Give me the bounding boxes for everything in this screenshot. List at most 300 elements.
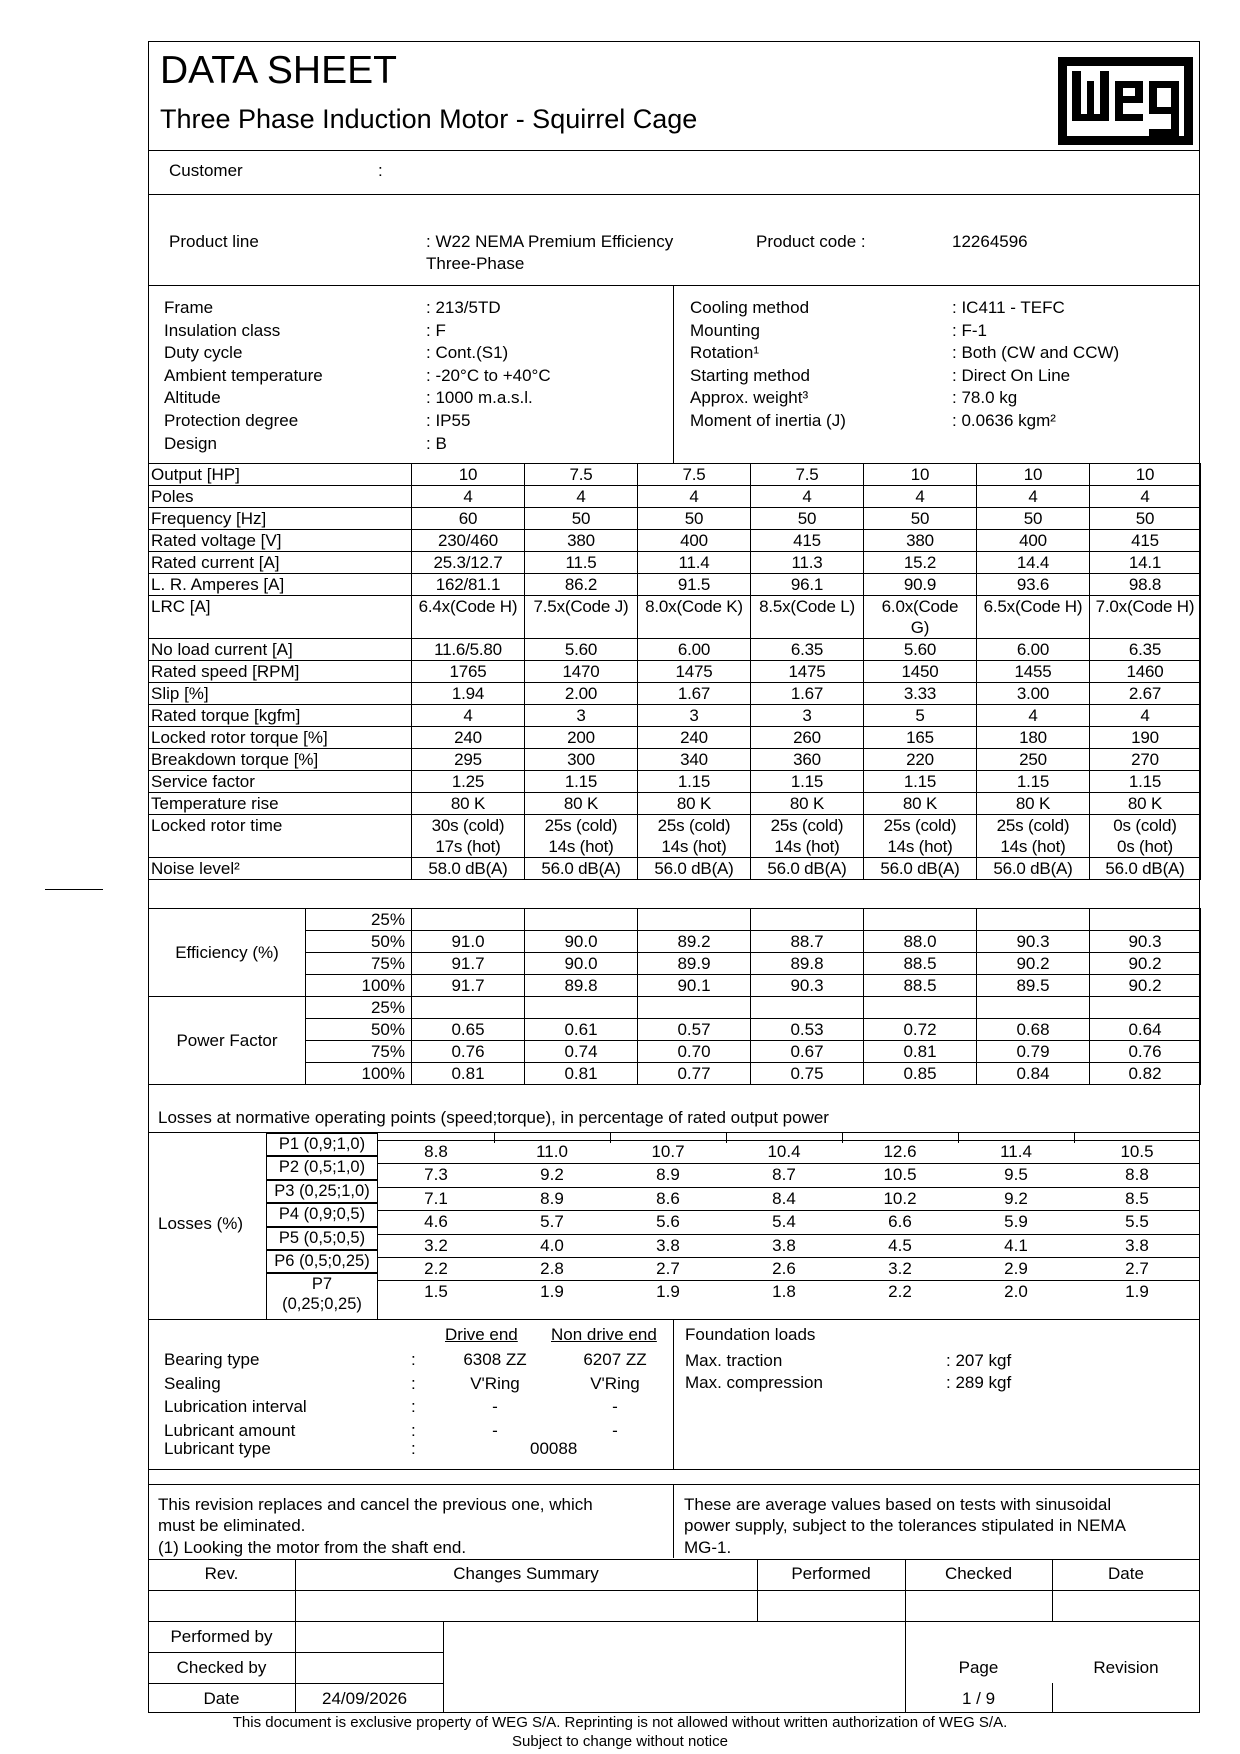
table-cell: 25s (cold) 14s (hot) bbox=[751, 815, 864, 858]
table-cell: 3 bbox=[751, 705, 864, 727]
table-row bbox=[149, 486, 1201, 508]
table-cell: 270 bbox=[1090, 749, 1201, 771]
table-cell: 10 bbox=[412, 464, 525, 486]
table-cell: 90.9 bbox=[864, 574, 977, 596]
table-cell: 1.25 bbox=[412, 771, 525, 793]
spec-value: : Direct On Line bbox=[952, 365, 1071, 385]
loss-point-label: P1 (0,9;1,0) bbox=[266, 1133, 378, 1156]
date-header: Date bbox=[1108, 1564, 1144, 1583]
loss-col-tick bbox=[958, 1133, 959, 1143]
row-label: Rated voltage [V] bbox=[149, 530, 412, 552]
spec-label: Insulation class bbox=[164, 320, 281, 340]
table-cell: 90.0 bbox=[525, 931, 638, 953]
loss-row-line bbox=[378, 1187, 1200, 1188]
table-cell: 4 bbox=[412, 705, 525, 727]
table-row bbox=[149, 793, 1201, 815]
foundation-traction-label: Max. traction bbox=[685, 1351, 783, 1370]
table-cell bbox=[412, 909, 525, 931]
table-cell bbox=[1090, 997, 1201, 1019]
table-cell: 11.6/5.80 bbox=[412, 639, 525, 661]
table-cell: 89.8 bbox=[751, 953, 864, 975]
table-cell: 7.5 bbox=[638, 464, 751, 486]
row-label: Temperature rise bbox=[149, 793, 412, 815]
table-cell: 0.79 bbox=[977, 1041, 1090, 1063]
table-cell: 0.72 bbox=[864, 1019, 977, 1041]
weg-logo bbox=[1058, 57, 1193, 145]
table-cell bbox=[525, 909, 638, 931]
loss-cell: 8.8 bbox=[1125, 1165, 1149, 1185]
table-cell: 14.1 bbox=[1090, 552, 1201, 574]
table-cell: 230/460 bbox=[412, 530, 525, 552]
table-cell: 1455 bbox=[977, 661, 1090, 683]
table-cell: 220 bbox=[864, 749, 977, 771]
bearing-sep: : bbox=[411, 1350, 416, 1369]
load-cell: 50% bbox=[306, 931, 412, 953]
loss-cell: 10.2 bbox=[883, 1188, 917, 1208]
lubricant-type-sep: : bbox=[411, 1439, 416, 1458]
loss-cell: 1.8 bbox=[772, 1282, 796, 1302]
table-cell: 3.33 bbox=[864, 683, 977, 705]
loss-col-tick bbox=[726, 1133, 727, 1143]
rev-header: Rev. bbox=[204, 1564, 239, 1583]
loss-cell: 2.7 bbox=[1125, 1259, 1149, 1278]
table-cell: 8.5x(Code L) bbox=[751, 596, 864, 639]
table-cell: 90.3 bbox=[1090, 931, 1201, 953]
product-code-label: Product code : bbox=[756, 232, 866, 251]
table-cell: 89.2 bbox=[638, 931, 751, 953]
table-cell: 295 bbox=[412, 749, 525, 771]
table-cell: 91.7 bbox=[412, 975, 525, 997]
loss-cell: 2.6 bbox=[772, 1259, 796, 1278]
spec-value: : F-1 bbox=[952, 320, 987, 340]
loss-cell: 5.5 bbox=[1125, 1212, 1149, 1232]
table-row bbox=[149, 1041, 1201, 1063]
row-label: Service factor bbox=[149, 771, 412, 793]
table-row bbox=[149, 705, 1201, 727]
table-cell: 6.0x(Code G) bbox=[864, 596, 977, 639]
table-cell: 50 bbox=[525, 508, 638, 530]
bearing-sep: : bbox=[411, 1373, 416, 1393]
spec-value: : IP55 bbox=[426, 411, 471, 430]
table-row bbox=[149, 997, 1201, 1019]
table-cell: 89.8 bbox=[525, 975, 638, 997]
loss-cell: 11.0 bbox=[536, 1142, 568, 1161]
table-cell: 11.4 bbox=[638, 552, 751, 574]
spec-label: Cooling method bbox=[690, 298, 810, 317]
spec-label: Design bbox=[164, 433, 217, 453]
table-cell bbox=[977, 909, 1090, 931]
table-cell: 98.8 bbox=[1090, 574, 1201, 596]
table-cell: 88.0 bbox=[864, 931, 977, 953]
load-cell: 25% bbox=[306, 997, 412, 1019]
spec-value: : 213/5TD bbox=[426, 298, 501, 317]
losses-title: Losses at normative operating points (speed;torque), in percentage of rated output power bbox=[158, 1108, 829, 1127]
table-cell: 25s (cold) 14s (hot) bbox=[525, 815, 638, 858]
table-cell: 50 bbox=[864, 508, 977, 530]
bearing-sep: : bbox=[411, 1420, 416, 1440]
load-cell: 25% bbox=[306, 909, 412, 931]
loss-cell: 3.2 bbox=[888, 1259, 912, 1278]
loss-col-tick bbox=[842, 1133, 843, 1143]
table-cell: 1460 bbox=[1090, 661, 1201, 683]
loss-row-line bbox=[378, 1140, 1200, 1141]
table-cell: 4 bbox=[638, 486, 751, 508]
checked-by-label: Checked by bbox=[176, 1658, 267, 1677]
loss-cell: 8.9 bbox=[540, 1188, 564, 1208]
loss-cell: 2.7 bbox=[656, 1259, 680, 1278]
bearing-label: Bearing type bbox=[164, 1350, 260, 1369]
loss-cell: 8.8 bbox=[424, 1142, 448, 1161]
load-cell: 100% bbox=[306, 975, 412, 997]
spec-label: Rotation¹ bbox=[690, 343, 759, 363]
spec-value: : 1000 m.a.s.l. bbox=[426, 388, 533, 408]
table-cell: 56.0 dB(A) bbox=[638, 858, 751, 880]
note-right-3: MG-1. bbox=[684, 1538, 732, 1557]
table-cell: 0.64 bbox=[1090, 1019, 1201, 1041]
loss-cell: 8.6 bbox=[656, 1188, 680, 1208]
table-cell: 80 K bbox=[412, 793, 525, 815]
table-cell: 14.4 bbox=[977, 552, 1090, 574]
loss-row-line bbox=[378, 1163, 1200, 1164]
note-left-3: (1) Looking the motor from the shaft end. bbox=[158, 1538, 467, 1557]
customer-label: Customer bbox=[169, 161, 243, 180]
bearing-de: - bbox=[492, 1420, 498, 1440]
bearing-label: Lubricant amount bbox=[164, 1420, 296, 1440]
table-row bbox=[149, 749, 1201, 771]
spec-label: Starting method bbox=[690, 365, 811, 385]
loss-cell: 3.8 bbox=[656, 1235, 680, 1255]
loss-col-tick bbox=[610, 1133, 611, 1143]
loss-cell: 4.5 bbox=[888, 1235, 912, 1255]
table-cell: 415 bbox=[1090, 530, 1201, 552]
note-right-1: These are average values based on tests with sinusoidal bbox=[684, 1495, 1112, 1514]
table-cell: 240 bbox=[638, 727, 751, 749]
bearing-label: Lubrication interval bbox=[164, 1397, 307, 1416]
table-cell: 1470 bbox=[525, 661, 638, 683]
table-cell: 56.0 dB(A) bbox=[751, 858, 864, 880]
bearing-label: Sealing bbox=[164, 1373, 221, 1393]
loss-point-label: P5 (0,5;0,5) bbox=[266, 1227, 378, 1250]
loss-cell: 6.6 bbox=[888, 1212, 912, 1232]
spec-label: Altitude bbox=[164, 388, 221, 408]
table-cell: 11.3 bbox=[751, 552, 864, 574]
row-label: Output [HP] bbox=[149, 464, 412, 486]
loss-cell: 5.6 bbox=[656, 1212, 680, 1232]
table-cell: 3.00 bbox=[977, 683, 1090, 705]
table-cell: 7.5x(Code J) bbox=[525, 596, 638, 639]
table-cell: 180 bbox=[977, 727, 1090, 749]
table-cell: 380 bbox=[525, 530, 638, 552]
table-cell: 50 bbox=[751, 508, 864, 530]
table-cell: 4 bbox=[977, 486, 1090, 508]
product-line-value-2: Three-Phase bbox=[426, 254, 525, 273]
loss-cell: 7.3 bbox=[424, 1165, 448, 1185]
table-cell: 1.15 bbox=[977, 771, 1090, 793]
table-cell: 89.5 bbox=[977, 975, 1090, 997]
loss-cell: 9.2 bbox=[540, 1165, 564, 1185]
spec-value: : 0.0636 kgm² bbox=[952, 411, 1056, 430]
lubricant-type-label: Lubricant type bbox=[164, 1439, 271, 1458]
loss-cell: 8.5 bbox=[1125, 1188, 1149, 1208]
row-label: Rated torque [kgfm] bbox=[149, 705, 412, 727]
table-cell: 90.0 bbox=[525, 953, 638, 975]
table-cell: 4 bbox=[1090, 486, 1201, 508]
loss-row-line bbox=[378, 1234, 1200, 1235]
table-cell: 380 bbox=[864, 530, 977, 552]
row-label: Locked rotor time bbox=[149, 815, 412, 858]
power_factor-label: Power Factor bbox=[149, 997, 306, 1085]
note-left-2: must be eliminated. bbox=[158, 1516, 306, 1535]
loss-cell: 3.8 bbox=[1125, 1235, 1149, 1255]
table-cell: 7.0x(Code H) bbox=[1090, 596, 1201, 639]
row-label: LRC [A] bbox=[149, 596, 412, 639]
table-cell: 7.5 bbox=[751, 464, 864, 486]
table-cell: 0.84 bbox=[977, 1063, 1090, 1085]
table-cell: 5.60 bbox=[525, 639, 638, 661]
table-row bbox=[149, 858, 1201, 880]
table-cell: 56.0 dB(A) bbox=[1090, 858, 1201, 880]
performance-table bbox=[148, 463, 1201, 880]
row-label: L. R. Amperes [A] bbox=[149, 574, 412, 596]
loss-cell: 8.9 bbox=[656, 1165, 680, 1185]
table-cell: 50 bbox=[638, 508, 751, 530]
loss-row-line bbox=[378, 1210, 1200, 1211]
table-cell: 80 K bbox=[1090, 793, 1201, 815]
spec-value: : Both (CW and CCW) bbox=[952, 343, 1120, 363]
loss-cell: 4.6 bbox=[424, 1212, 448, 1232]
loss-cell: 7.1 bbox=[424, 1188, 448, 1208]
table-cell: 8.0x(Code K) bbox=[638, 596, 751, 639]
performed-by-label: Performed by bbox=[170, 1627, 273, 1646]
table-cell: 340 bbox=[638, 749, 751, 771]
table-cell: 0.76 bbox=[1090, 1041, 1201, 1063]
loss-cell: 1.9 bbox=[540, 1282, 564, 1302]
bearing-nde: 6207 ZZ bbox=[583, 1350, 647, 1369]
table-cell: 25.3/12.7 bbox=[412, 552, 525, 574]
load-cell: 100% bbox=[306, 1063, 412, 1085]
table-cell: 25s (cold) 14s (hot) bbox=[864, 815, 977, 858]
table-cell: 58.0 dB(A) bbox=[412, 858, 525, 880]
load-cell: 50% bbox=[306, 1019, 412, 1041]
row-label: Noise level² bbox=[149, 858, 412, 880]
table-cell: 88.5 bbox=[864, 975, 977, 997]
table-cell: 200 bbox=[525, 727, 638, 749]
table-row bbox=[149, 931, 1201, 953]
spec-value: : Cont.(S1) bbox=[426, 343, 509, 363]
loss-point-label: P2 (0,5;1,0) bbox=[266, 1156, 378, 1179]
revision-label: Revision bbox=[1093, 1658, 1159, 1677]
table-cell bbox=[412, 997, 525, 1019]
loss-cell: 10.5 bbox=[1120, 1142, 1154, 1161]
table-cell: 1.67 bbox=[751, 683, 864, 705]
foundation-traction-value: : 207 kgf bbox=[946, 1351, 1012, 1370]
table-row bbox=[149, 464, 1201, 486]
note-left-1: This revision replaces and cancel the previous one, which bbox=[158, 1495, 593, 1514]
spec-value: : IC411 - TEFC bbox=[952, 298, 1065, 317]
table-cell: 30s (cold) 17s (hot) bbox=[412, 815, 525, 858]
table-cell: 90.3 bbox=[751, 975, 864, 997]
product-line-label: Product line bbox=[169, 232, 259, 251]
table-cell: 0.74 bbox=[525, 1041, 638, 1063]
table-cell: 25s (cold) 14s (hot) bbox=[638, 815, 751, 858]
bearing-nde: - bbox=[612, 1420, 618, 1440]
table-cell: 5 bbox=[864, 705, 977, 727]
loss-cell: 2.0 bbox=[1004, 1282, 1028, 1302]
table-cell: 60 bbox=[412, 508, 525, 530]
table-cell: 86.2 bbox=[525, 574, 638, 596]
table-cell: 91.5 bbox=[638, 574, 751, 596]
table-cell: 91.0 bbox=[412, 931, 525, 953]
document-subtitle: Three Phase Induction Motor - Squirrel Cage bbox=[160, 104, 698, 134]
checked-header: Checked bbox=[944, 1564, 1013, 1583]
foundation-compression-label: Max. compression bbox=[685, 1373, 823, 1392]
table-cell: 6.4x(Code H) bbox=[412, 596, 525, 639]
table-cell: 1.15 bbox=[525, 771, 638, 793]
table-row bbox=[149, 815, 1201, 858]
bearing-nde: - bbox=[612, 1397, 618, 1416]
losses-label: Losses (%) bbox=[158, 1214, 244, 1233]
row-label: Rated speed [RPM] bbox=[149, 661, 412, 683]
loss-col-tick bbox=[1074, 1133, 1075, 1143]
table-cell: 56.0 dB(A) bbox=[864, 858, 977, 880]
table-cell: 0s (cold) 0s (hot) bbox=[1090, 815, 1201, 858]
document-title: DATA SHEET bbox=[160, 49, 397, 92]
table-cell: 0.68 bbox=[977, 1019, 1090, 1041]
loss-cell: 4.1 bbox=[1004, 1235, 1028, 1255]
loss-row-line bbox=[378, 1280, 1200, 1281]
table-cell: 0.57 bbox=[638, 1019, 751, 1041]
table-cell: 400 bbox=[977, 530, 1090, 552]
table-cell: 162/81.1 bbox=[412, 574, 525, 596]
spec-value: : B bbox=[426, 433, 447, 453]
table-cell: 6.00 bbox=[638, 639, 751, 661]
loss-cell: 10.5 bbox=[883, 1165, 917, 1185]
table-cell: 50 bbox=[1090, 508, 1201, 530]
date-label: Date bbox=[203, 1689, 240, 1708]
table-cell: 0.53 bbox=[751, 1019, 864, 1041]
table-cell: 10 bbox=[864, 464, 977, 486]
table-cell: 0.81 bbox=[864, 1041, 977, 1063]
table-row bbox=[149, 639, 1201, 661]
loss-point-label: P4 (0,9;0,5) bbox=[266, 1203, 378, 1226]
table-row bbox=[149, 596, 1201, 639]
table-cell: 0.77 bbox=[638, 1063, 751, 1085]
table-cell: 1450 bbox=[864, 661, 977, 683]
performed-header: Performed bbox=[791, 1564, 871, 1583]
table-cell: 0.65 bbox=[412, 1019, 525, 1041]
table-cell: 1.15 bbox=[638, 771, 751, 793]
table-cell: 50 bbox=[977, 508, 1090, 530]
loss-point-label: P6 (0,5;0,25) bbox=[266, 1250, 378, 1273]
table-cell: 90.2 bbox=[1090, 953, 1201, 975]
row-label: No load current [A] bbox=[149, 639, 412, 661]
bearing-sep: : bbox=[411, 1397, 416, 1416]
loss-cell: 2.8 bbox=[540, 1259, 564, 1278]
spec-label: Frame bbox=[164, 298, 214, 317]
table-cell: 10 bbox=[1090, 464, 1201, 486]
table-cell: 11.5 bbox=[525, 552, 638, 574]
table-cell bbox=[864, 997, 977, 1019]
row-label: Frequency [Hz] bbox=[149, 508, 412, 530]
table-cell: 1.94 bbox=[412, 683, 525, 705]
spec-label: Ambient temperature bbox=[164, 365, 323, 385]
load-cell: 75% bbox=[306, 1041, 412, 1063]
bearing-de: 6308 ZZ bbox=[463, 1350, 527, 1369]
table-row bbox=[149, 975, 1201, 997]
row-label: Locked rotor torque [%] bbox=[149, 727, 412, 749]
page-label: Page bbox=[958, 1658, 999, 1677]
loss-cell: 4.0 bbox=[540, 1235, 564, 1255]
table-cell: 90.1 bbox=[638, 975, 751, 997]
table-cell: 4 bbox=[525, 486, 638, 508]
loss-col-tick bbox=[494, 1133, 495, 1143]
product-line-value: : W22 NEMA Premium Efficiency bbox=[426, 232, 674, 251]
table-cell: 4 bbox=[751, 486, 864, 508]
table-cell: 400 bbox=[638, 530, 751, 552]
spec-label: Moment of inertia (J) bbox=[690, 411, 846, 430]
table-cell: 96.1 bbox=[751, 574, 864, 596]
loss-cell: 11.4 bbox=[1000, 1142, 1032, 1161]
page-value: 1 / 9 bbox=[961, 1689, 996, 1708]
table-cell: 260 bbox=[751, 727, 864, 749]
loss-cell: 2.2 bbox=[888, 1282, 912, 1302]
non-drive-end-header: Non drive end bbox=[551, 1325, 657, 1344]
table-cell: 1.15 bbox=[1090, 771, 1201, 793]
table-cell: 4 bbox=[1090, 705, 1201, 727]
loss-cell: 1.5 bbox=[424, 1282, 448, 1302]
bearing-de: V'Ring bbox=[470, 1373, 520, 1393]
footer-line-1: This document is exclusive property of WEG S/A. Reprinting is not allowed without written authorization of WEG S/A. bbox=[232, 1714, 1008, 1731]
table-cell: 0.85 bbox=[864, 1063, 977, 1085]
spec-label: Mounting bbox=[690, 320, 760, 340]
table-cell: 190 bbox=[1090, 727, 1201, 749]
table-row bbox=[149, 574, 1201, 596]
table-cell: 1475 bbox=[751, 661, 864, 683]
row-label: Slip [%] bbox=[149, 683, 412, 705]
table-cell: 0.82 bbox=[1090, 1063, 1201, 1085]
table-row bbox=[149, 1019, 1201, 1041]
loss-cell: 9.2 bbox=[1004, 1188, 1028, 1208]
row-label: Poles bbox=[149, 486, 412, 508]
loss-cell: 9.5 bbox=[1004, 1165, 1028, 1185]
table-cell: 88.7 bbox=[751, 931, 864, 953]
table-cell: 240 bbox=[412, 727, 525, 749]
note-right-2: power supply, subject to the tolerances stipulated in NEMA bbox=[684, 1516, 1126, 1535]
table-cell: 90.3 bbox=[977, 931, 1090, 953]
loss-cell: 5.7 bbox=[540, 1212, 564, 1232]
table-cell: 88.5 bbox=[864, 953, 977, 975]
table-cell: 90.2 bbox=[977, 953, 1090, 975]
table-row bbox=[149, 953, 1201, 975]
row-label: Rated current [A] bbox=[149, 552, 412, 574]
loss-point-label: P3 (0,25;1,0) bbox=[266, 1180, 378, 1203]
drive-end-header: Drive end bbox=[445, 1325, 518, 1344]
loss-cell: 8.4 bbox=[772, 1188, 796, 1208]
date-value: 24/09/2026 bbox=[322, 1689, 408, 1708]
loss-cell: 3.8 bbox=[772, 1235, 796, 1255]
table-cell: 10 bbox=[977, 464, 1090, 486]
loss-row-line bbox=[378, 1257, 1200, 1258]
table-cell: 56.0 dB(A) bbox=[525, 858, 638, 880]
row-label: Breakdown torque [%] bbox=[149, 749, 412, 771]
table-cell bbox=[751, 909, 864, 931]
table-cell: 0.75 bbox=[751, 1063, 864, 1085]
spec-label: Approx. weight³ bbox=[690, 388, 809, 408]
table-row bbox=[149, 530, 1201, 552]
table-cell: 25s (cold) 14s (hot) bbox=[977, 815, 1090, 858]
table-cell: 5.60 bbox=[864, 639, 977, 661]
table-cell: 4 bbox=[977, 705, 1090, 727]
